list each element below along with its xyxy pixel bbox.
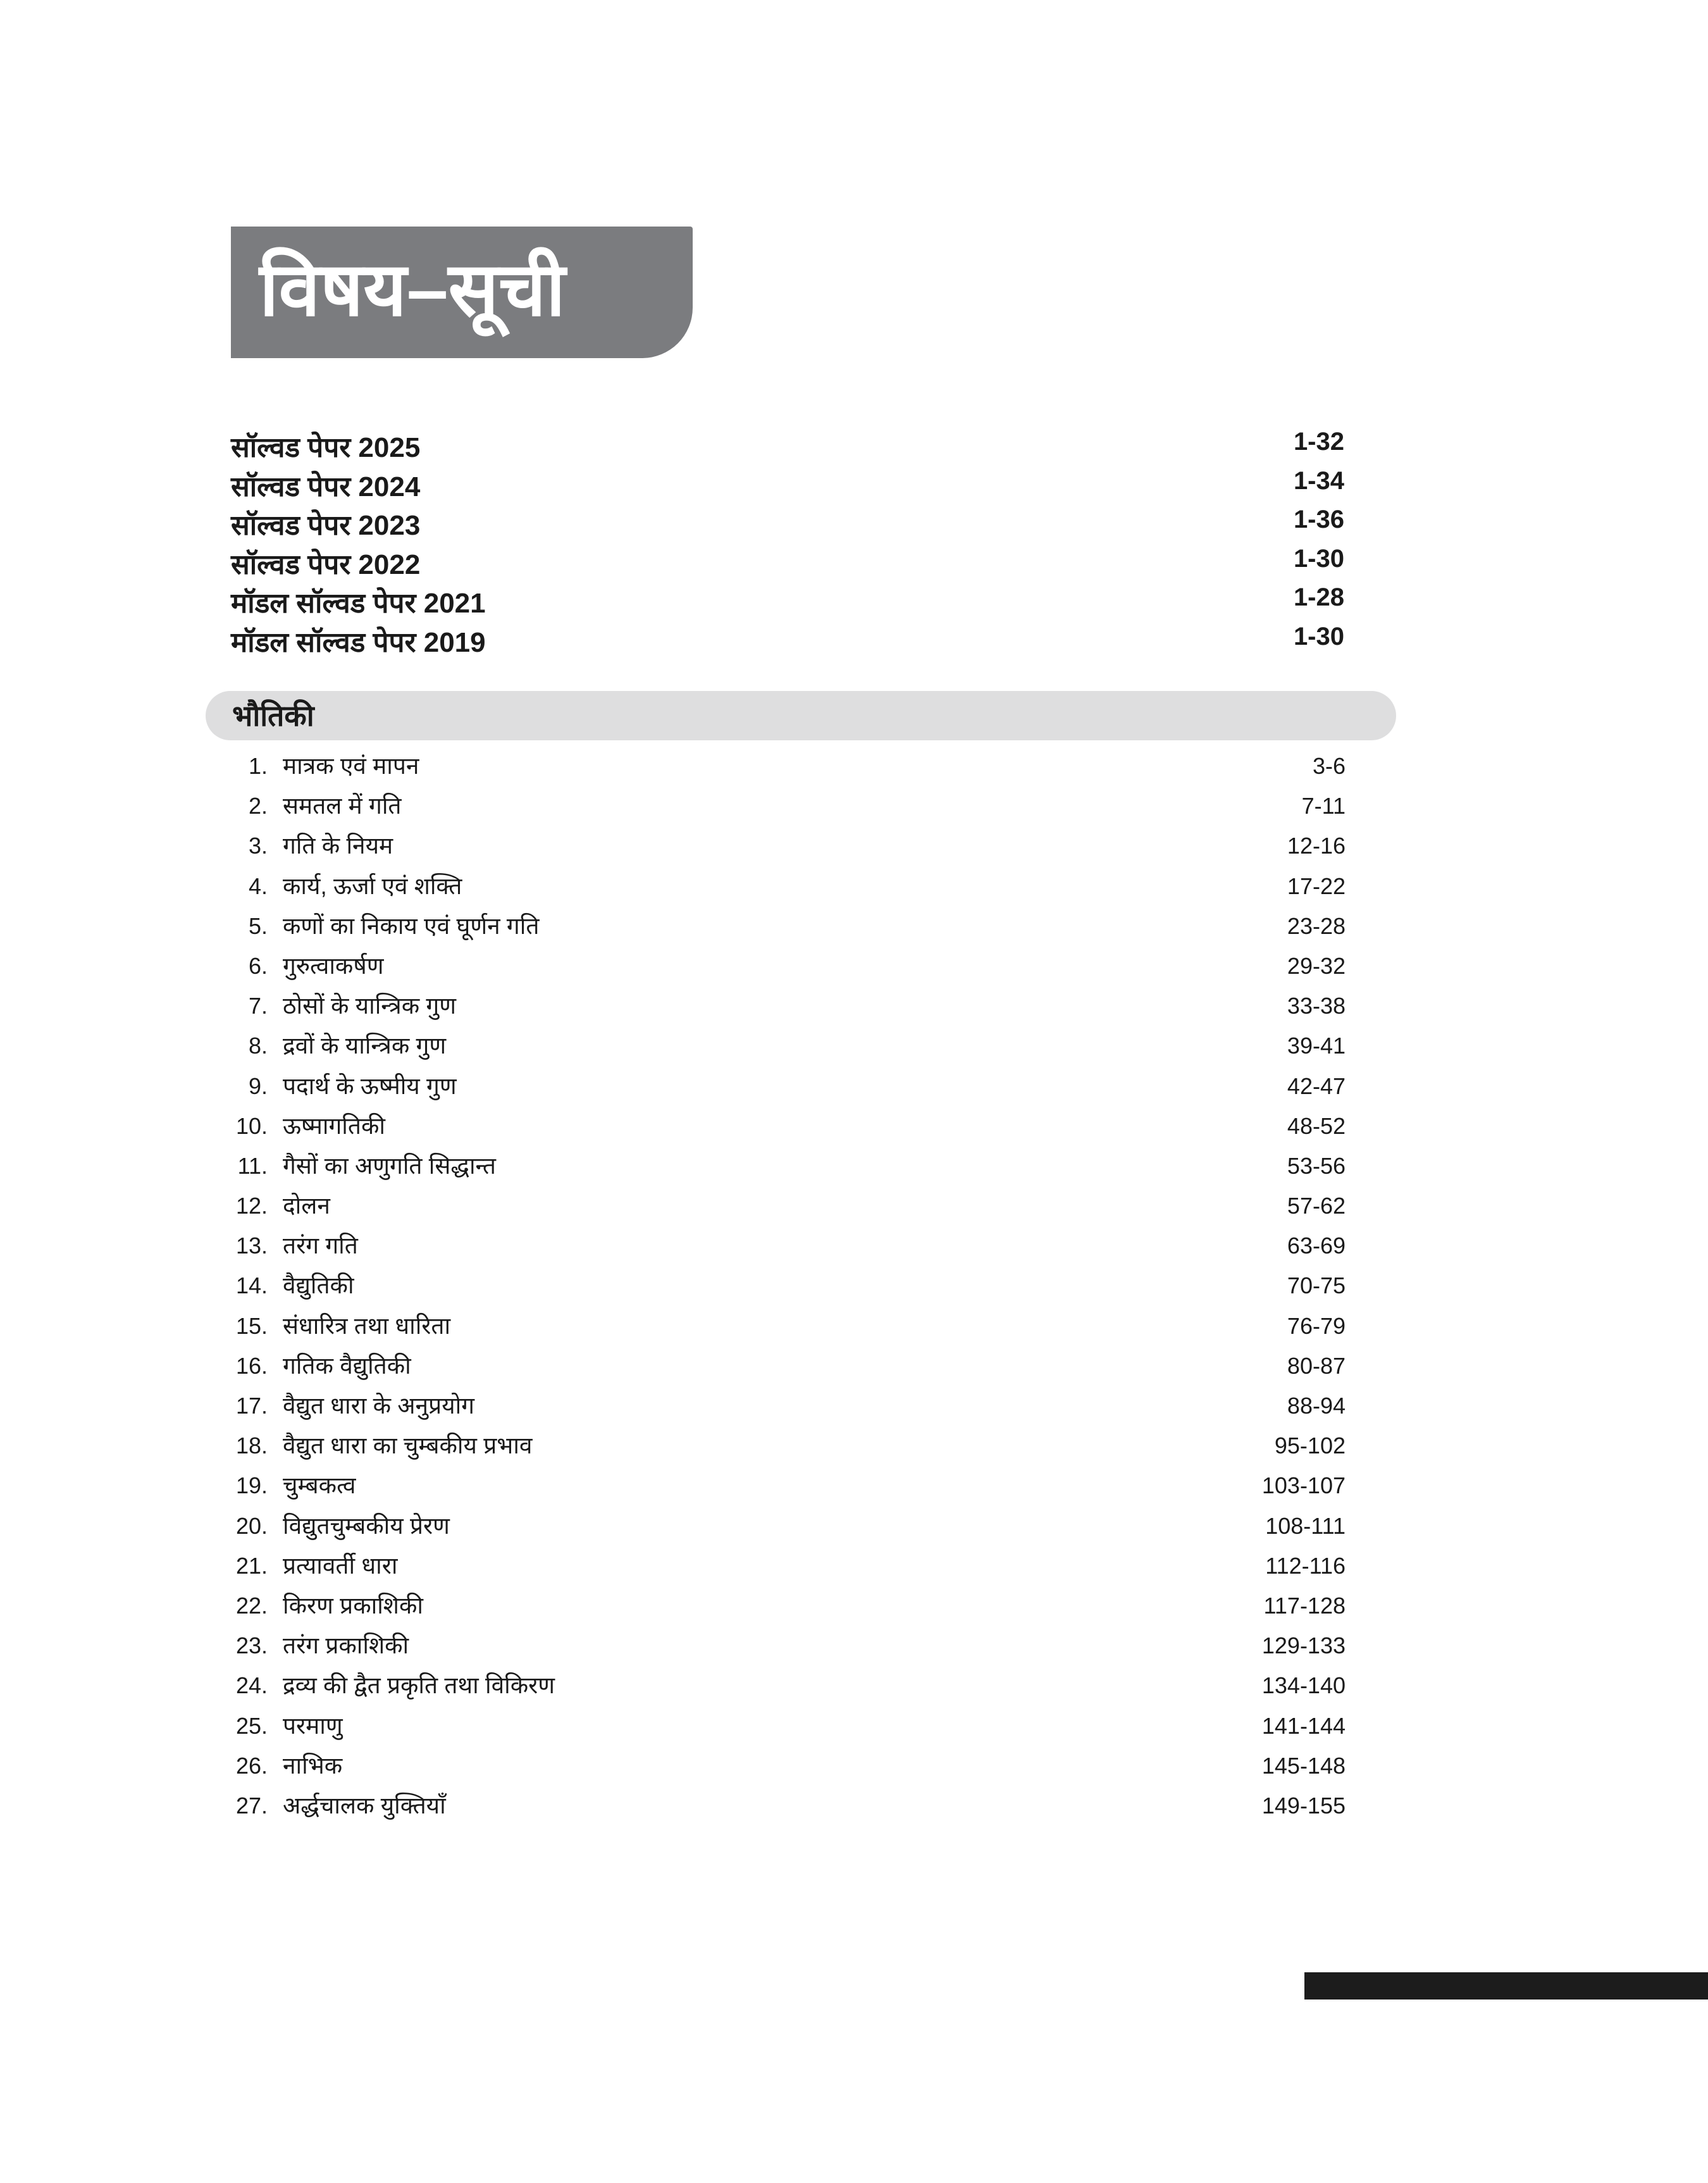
contents-title-block — [231, 227, 693, 358]
solved-paper-label: सॉल्वड पेपर 2023 — [231, 510, 421, 541]
solved-paper-row[interactable] — [231, 464, 1344, 504]
chapter-number: 3. — [248, 833, 268, 859]
chapter-row[interactable] — [231, 1188, 1346, 1228]
chapter-row[interactable] — [231, 1108, 1346, 1148]
chapter-pages: 76-79 — [1287, 1312, 1346, 1339]
chapter-title: अर्द्धचालक युक्तियाँ — [283, 1792, 446, 1819]
chapter-title: चुम्बकत्व — [283, 1472, 356, 1499]
chapter-pages: 53-56 — [1287, 1152, 1346, 1179]
chapter-number: 14. — [235, 1272, 268, 1299]
chapter-number: 13. — [235, 1233, 268, 1259]
solved-paper-row[interactable] — [231, 503, 1344, 542]
chapter-pages: 3-6 — [1312, 753, 1346, 779]
chapter-list — [231, 748, 1346, 1827]
chapter-pages: 88-94 — [1287, 1393, 1346, 1419]
chapter-title: प्रत्यावर्ती धारा — [283, 1552, 398, 1579]
chapter-title: गति के नियम — [283, 833, 393, 859]
chapter-number: 19. — [235, 1472, 268, 1499]
chapter-pages: 23-28 — [1287, 912, 1346, 939]
chapter-title: परमाणु — [283, 1712, 343, 1739]
chapter-row[interactable] — [231, 1788, 1346, 1827]
chapter-row[interactable] — [231, 1748, 1346, 1788]
chapter-number: 21. — [235, 1552, 268, 1579]
chapter-row[interactable] — [231, 788, 1346, 828]
chapter-row[interactable] — [231, 1228, 1346, 1267]
chapter-title: द्रव्य की द्वैत प्रकृति तथा विकिरण — [283, 1672, 555, 1699]
chapter-title: तरंग गति — [283, 1233, 358, 1259]
chapter-number: 15. — [235, 1312, 268, 1339]
solved-paper-label: सॉल्वड पेपर 2024 — [231, 471, 421, 502]
chapter-pages: 42-47 — [1287, 1073, 1346, 1099]
chapter-pages: 63-69 — [1287, 1233, 1346, 1259]
chapter-pages: 17-22 — [1287, 873, 1346, 899]
solved-paper-label: मॉडल सॉल्वड पेपर 2019 — [231, 626, 486, 658]
chapter-row[interactable] — [231, 1627, 1346, 1667]
chapter-row[interactable] — [231, 1148, 1346, 1188]
chapter-row[interactable] — [231, 1068, 1346, 1108]
chapter-pages: 70-75 — [1287, 1272, 1346, 1299]
chapter-pages: 12-16 — [1287, 833, 1346, 859]
chapter-number: 7. — [248, 993, 268, 1019]
chapter-title: कार्य, ऊर्जा एवं शक्ति — [283, 873, 462, 899]
chapter-row[interactable] — [231, 1308, 1346, 1348]
chapter-pages: 39-41 — [1287, 1033, 1346, 1059]
chapter-number: 25. — [235, 1712, 268, 1739]
chapter-number: 2. — [248, 793, 268, 819]
chapter-number: 26. — [235, 1752, 268, 1779]
chapter-number: 23. — [235, 1633, 268, 1659]
section-title: भौतिकी — [232, 699, 314, 732]
chapter-title: वैद्युतिकी — [283, 1272, 354, 1299]
solved-paper-label: सॉल्वड पेपर 2025 — [231, 432, 421, 463]
chapter-pages: 33-38 — [1287, 993, 1346, 1019]
chapter-row[interactable] — [231, 1427, 1346, 1467]
page-edge-marker — [1304, 1972, 1708, 2000]
chapter-pages: 112-116 — [1265, 1552, 1346, 1579]
chapter-row[interactable] — [231, 1028, 1346, 1067]
solved-paper-row[interactable] — [231, 581, 1344, 620]
chapter-number: 18. — [235, 1433, 268, 1459]
chapter-row[interactable] — [231, 948, 1346, 988]
chapter-pages: 145-148 — [1261, 1752, 1346, 1779]
chapter-pages: 103-107 — [1261, 1472, 1346, 1499]
contents-title: विषय–सूची — [259, 248, 566, 332]
chapter-title: दोलन — [283, 1193, 330, 1219]
chapter-title: वैद्युत धारा का चुम्बकीय प्रभाव — [283, 1433, 533, 1459]
chapter-number: 8. — [248, 1033, 268, 1059]
chapter-title: कणों का निकाय एवं घूर्णन गति — [283, 912, 540, 939]
chapter-pages: 95-102 — [1274, 1433, 1346, 1459]
solved-paper-label: मॉडल सॉल्वड पेपर 2021 — [231, 588, 486, 619]
chapter-title: ठोसों के यान्त्रिक गुण — [283, 993, 457, 1019]
section-header-bar — [206, 691, 1396, 740]
chapter-row[interactable] — [231, 1708, 1346, 1748]
chapter-pages: 29-32 — [1287, 952, 1346, 979]
chapter-row[interactable] — [231, 748, 1346, 788]
solved-paper-row[interactable] — [231, 542, 1344, 582]
chapter-row[interactable] — [231, 1588, 1346, 1627]
chapter-row[interactable] — [231, 1508, 1346, 1548]
chapter-number: 5. — [248, 912, 268, 939]
chapter-pages: 134-140 — [1261, 1672, 1346, 1699]
solved-paper-row[interactable] — [231, 620, 1344, 659]
solved-paper-pages: 1-36 — [1293, 506, 1344, 533]
chapter-title: समतल में गति — [283, 793, 402, 819]
chapter-pages: 80-87 — [1287, 1352, 1346, 1379]
chapter-title: पदार्थ के ऊष्मीय गुण — [283, 1073, 457, 1099]
chapter-number: 24. — [235, 1672, 268, 1699]
chapter-number: 20. — [235, 1512, 268, 1539]
solved-papers-list — [231, 425, 1344, 659]
solved-paper-pages: 1-30 — [1293, 622, 1344, 650]
chapter-row[interactable] — [231, 1467, 1346, 1507]
chapter-number: 12. — [235, 1193, 268, 1219]
chapter-title: विद्युतचुम्बकीय प्रेरण — [283, 1512, 450, 1539]
chapter-row[interactable] — [231, 908, 1346, 948]
chapter-row[interactable] — [231, 988, 1346, 1028]
chapter-number: 1. — [248, 753, 268, 779]
chapter-title: नाभिक — [283, 1752, 343, 1779]
chapter-row[interactable] — [231, 868, 1346, 908]
chapter-pages: 7-11 — [1301, 793, 1346, 819]
chapter-pages: 117-128 — [1263, 1592, 1346, 1619]
chapter-row[interactable] — [231, 1667, 1346, 1707]
chapter-number: 17. — [235, 1393, 268, 1419]
solved-paper-label: सॉल्वड पेपर 2022 — [231, 549, 421, 580]
chapter-title: द्रवों के यान्त्रिक गुण — [283, 1033, 447, 1059]
chapter-pages: 141-144 — [1261, 1712, 1346, 1739]
chapter-number: 4. — [248, 873, 268, 899]
chapter-number: 22. — [235, 1592, 268, 1619]
chapter-number: 11. — [237, 1152, 268, 1179]
solved-paper-pages: 1-32 — [1293, 428, 1344, 456]
chapter-pages: 149-155 — [1261, 1792, 1346, 1819]
solved-paper-pages: 1-30 — [1293, 544, 1344, 573]
chapter-title: गुरुत्वाकर्षण — [283, 952, 384, 979]
chapter-title: तरंग प्रकाशिकी — [283, 1633, 409, 1659]
chapter-title: वैद्युत धारा के अनुप्रयोग — [283, 1393, 475, 1419]
chapter-title: मात्रक एवं मापन — [283, 753, 419, 779]
chapter-title: गैसों का अणुगति सिद्धान्त — [283, 1152, 497, 1179]
chapter-number: 16. — [235, 1352, 268, 1379]
chapter-pages: 129-133 — [1261, 1633, 1346, 1659]
chapter-title: किरण प्रकाशिकी — [283, 1592, 423, 1619]
chapter-number: 27. — [235, 1792, 268, 1819]
chapter-title: गतिक वैद्युतिकी — [283, 1352, 411, 1379]
chapter-number: 9. — [248, 1073, 268, 1099]
chapter-row[interactable] — [231, 828, 1346, 868]
chapter-number: 10. — [235, 1112, 268, 1139]
chapter-row[interactable] — [231, 1348, 1346, 1388]
chapter-number: 6. — [248, 952, 268, 979]
solved-paper-pages: 1-34 — [1293, 466, 1344, 495]
solved-paper-pages: 1-28 — [1293, 583, 1344, 611]
chapter-pages: 57-62 — [1287, 1193, 1346, 1219]
chapter-row[interactable] — [231, 1267, 1346, 1307]
chapter-row[interactable] — [231, 1548, 1346, 1588]
solved-paper-row[interactable] — [231, 425, 1344, 464]
chapter-title: ऊष्मागतिकी — [283, 1112, 385, 1139]
chapter-pages: 108-111 — [1265, 1512, 1346, 1539]
chapter-title: संधारित्र तथा धारिता — [283, 1312, 451, 1339]
chapter-row[interactable] — [231, 1388, 1346, 1427]
chapter-pages: 48-52 — [1287, 1112, 1346, 1139]
